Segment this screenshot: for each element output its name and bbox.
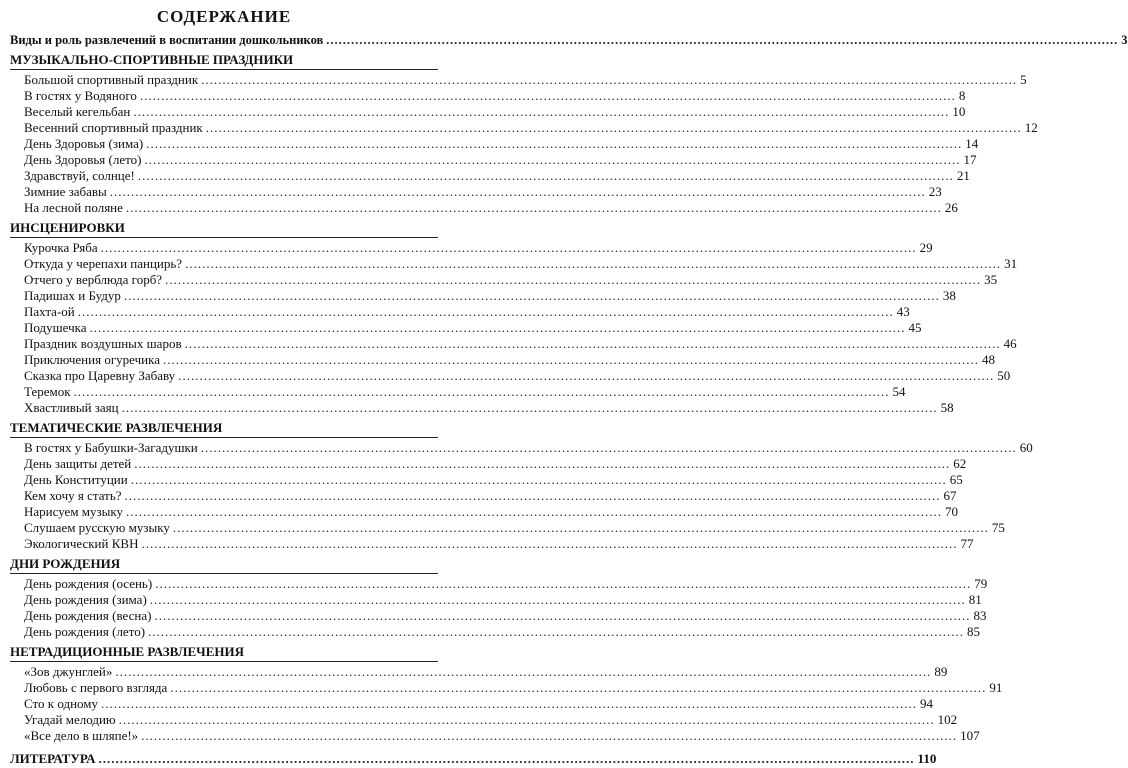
entry-dots (101, 696, 917, 712)
entry-text: День рождения (осень) (24, 576, 153, 591)
entry-page: 38 (942, 288, 956, 303)
entry-text: В гостях у Водяного (24, 88, 137, 103)
literature-entry (10, 750, 937, 768)
entry-dots (74, 384, 890, 400)
entry-page: 46 (1003, 336, 1017, 351)
entry-text: Сказка про Царевну Забаву (24, 368, 176, 383)
toc-entry (24, 104, 966, 120)
toc-entry (24, 152, 977, 168)
entry-dots (78, 304, 894, 320)
entry-text: Праздник воздушных шаров (24, 336, 182, 351)
entry-text: Пахта-ой (24, 304, 75, 319)
section-items (10, 664, 1003, 744)
section-heading: ТЕМАТИЧЕСКИЕ РАЗВЛЕЧЕНИЯ (10, 419, 438, 438)
entry-text: Курочка Ряба (24, 240, 98, 255)
toc-entry (24, 440, 1033, 456)
entry-page: 31 (1004, 256, 1018, 271)
entry-page: 12 (1024, 120, 1038, 135)
entry-page: 62 (953, 456, 967, 471)
toc-entry (24, 136, 979, 152)
entry-text: День рождения (зима) (24, 592, 147, 607)
toc-entry (24, 680, 1003, 696)
entry-page: 35 (984, 272, 998, 287)
entry-dots (185, 336, 1001, 352)
toc-entry (24, 336, 1017, 352)
toc-entry (24, 456, 967, 472)
toc-entry (24, 168, 970, 184)
toc-entry (24, 728, 980, 744)
toc-entry (24, 384, 906, 400)
toc-entry (24, 472, 963, 488)
toc-entry (24, 88, 966, 104)
entry-page: 23 (928, 184, 942, 199)
entry-text: Веселый кегельбан (24, 104, 131, 119)
entry-text: «Все дело в шляпе!» (24, 728, 139, 743)
entry-dots (122, 400, 938, 416)
entry-dots (148, 624, 964, 640)
entry-text: Здравствуй, солнце! (24, 168, 135, 183)
entry-page: 94 (920, 696, 934, 711)
section-heading: МУЗЫКАЛЬНО-СПОРТИВНЫЕ ПРАЗДНИКИ (10, 51, 438, 70)
toc-entry (24, 288, 956, 304)
entry-dots (141, 728, 957, 744)
toc-entry (24, 664, 948, 680)
toc-entry (24, 608, 987, 624)
toc-title: СОДЕРЖАНИЕ (156, 7, 292, 26)
entry-dots (206, 120, 1022, 136)
entry-dots (140, 88, 956, 104)
entry-page: 3 (1121, 33, 1128, 47)
toc-entry (24, 200, 958, 216)
entry-text: Теремок (24, 384, 71, 399)
section-items (10, 440, 1033, 552)
entry-text: «Зов джунглей» (24, 664, 113, 679)
entry-dots (163, 352, 979, 368)
toc-entry (24, 504, 959, 520)
toc-entry (24, 72, 1027, 88)
toc-entry (24, 320, 922, 336)
entry-text: Кем хочу я стать? (24, 488, 122, 503)
entry-text: Угадай мелодию (24, 712, 116, 727)
entry-dots (201, 72, 1017, 88)
entry-page: 89 (934, 664, 948, 679)
entry-text: День защиты детей (24, 456, 132, 471)
section-heading: ДНИ РОЖДЕНИЯ (10, 555, 438, 574)
entry-page: 29 (919, 240, 933, 255)
section-items (10, 240, 1018, 416)
entry-dots (154, 608, 970, 624)
toc-entry (24, 576, 988, 592)
entry-dots (146, 136, 962, 152)
entry-text: Весенний спортивный праздник (24, 120, 203, 135)
entry-page: 70 (945, 504, 959, 519)
entry-text: В гостях у Бабушки-Загадушки (24, 440, 198, 455)
entry-page: 81 (968, 592, 982, 607)
entry-dots (101, 240, 917, 256)
entry-page: 54 (892, 384, 906, 399)
entry-text: Откуда у черепахи панцирь? (24, 256, 183, 271)
entry-dots (185, 256, 1001, 272)
entry-page: 65 (949, 472, 963, 487)
entry-page: 83 (973, 608, 987, 623)
entry-dots (125, 488, 941, 504)
toc-entry (24, 520, 1005, 536)
entry-text: Хвастливый заяц (24, 400, 119, 415)
entry-text: День Здоровья (лето) (24, 152, 142, 167)
entry-text: Нарисуем музыку (24, 504, 124, 519)
toc-entry (24, 536, 974, 552)
entry-page: 21 (956, 168, 970, 183)
entry-text: День рождения (лето) (24, 624, 146, 639)
entry-text: Слушаем русскую музыку (24, 520, 170, 535)
entry-page: 77 (960, 536, 974, 551)
entry-dots (133, 104, 949, 120)
entry-text: Приключения огуречика (24, 352, 160, 367)
entry-dots (126, 504, 942, 520)
entry-dots (165, 272, 981, 288)
section-heading: ИНСЦЕНИРОВКИ (10, 219, 438, 238)
entry-dots (115, 664, 931, 680)
section-items (10, 576, 988, 640)
toc-entry (24, 272, 998, 288)
entry-dots (119, 712, 935, 728)
entry-text: День Конституции (24, 472, 128, 487)
entry-text: Сто к одному (24, 696, 99, 711)
toc-entry (24, 184, 942, 200)
toc-entry (24, 488, 957, 504)
entry-dots (99, 750, 915, 768)
entry-text: Виды и роль развлечений в воспитании дошкольников (10, 33, 324, 47)
toc-entry (24, 256, 1018, 272)
entry-dots (201, 440, 1017, 456)
entry-page: 10 (952, 104, 966, 119)
entry-dots (150, 592, 966, 608)
entry-dots (326, 32, 1118, 48)
entry-page: 102 (937, 712, 958, 727)
entry-dots (131, 472, 947, 488)
entry-dots (138, 168, 954, 184)
entry-page: 45 (908, 320, 922, 335)
entry-page: 14 (965, 136, 979, 151)
toc-entry (24, 712, 958, 728)
toc-entry (24, 624, 981, 640)
entry-dots (110, 184, 926, 200)
entry-page: 58 (940, 400, 954, 415)
entry-dots (126, 200, 942, 216)
entry-dots (134, 456, 950, 472)
entry-text: Большой спортивный праздник (24, 72, 199, 87)
entry-page: 5 (1020, 72, 1027, 87)
entry-page: 60 (1019, 440, 1033, 455)
toc-entry (24, 120, 1038, 136)
entry-dots (141, 536, 957, 552)
entry-page: 107 (960, 728, 980, 743)
toc-entry (24, 400, 954, 416)
entry-text: Любовь с первого взгляда (24, 680, 168, 695)
entry-page: 50 (997, 368, 1011, 383)
entry-page: 79 (974, 576, 988, 591)
entry-dots (155, 576, 971, 592)
entry-page: 75 (991, 520, 1005, 535)
entry-text: Зимние забавы (24, 184, 107, 199)
entry-page: 85 (967, 624, 981, 639)
entry-dots (90, 320, 906, 336)
entry-text: ЛИТЕРАТУРА (10, 751, 96, 766)
entry-dots (144, 152, 960, 168)
entry-page: 43 (896, 304, 910, 319)
toc-entry (24, 696, 934, 712)
entry-dots (170, 680, 986, 696)
entry-text: Падишах и Будур (24, 288, 121, 303)
entry-text: На лесной поляне (24, 200, 123, 215)
section-items (10, 72, 1038, 216)
entry-text: Подушечка (24, 320, 87, 335)
toc-entry (24, 592, 982, 608)
entry-dots (173, 520, 989, 536)
intro-entry (10, 32, 1128, 48)
entry-page: 110 (917, 751, 937, 766)
toc-entry (24, 304, 910, 320)
entry-page: 17 (963, 152, 977, 167)
entry-text: Отчего у верблюда горб? (24, 272, 163, 287)
entry-page: 26 (944, 200, 958, 215)
entry-dots (178, 368, 994, 384)
entry-dots (124, 288, 940, 304)
toc-entry (24, 240, 933, 256)
entry-text: День рождения (весна) (24, 608, 152, 623)
section-heading: НЕТРАДИЦИОННЫЕ РАЗВЛЕЧЕНИЯ (10, 643, 438, 662)
toc-sections (10, 51, 1038, 744)
entry-text: День Здоровья (зима) (24, 136, 144, 151)
toc-entry (24, 368, 1011, 384)
entry-page: 91 (989, 680, 1003, 695)
entry-page: 8 (958, 88, 966, 103)
entry-text: Экологический КВН (24, 536, 139, 551)
entry-page: 67 (943, 488, 957, 503)
entry-page: 48 (981, 352, 995, 367)
toc-entry (24, 352, 995, 368)
